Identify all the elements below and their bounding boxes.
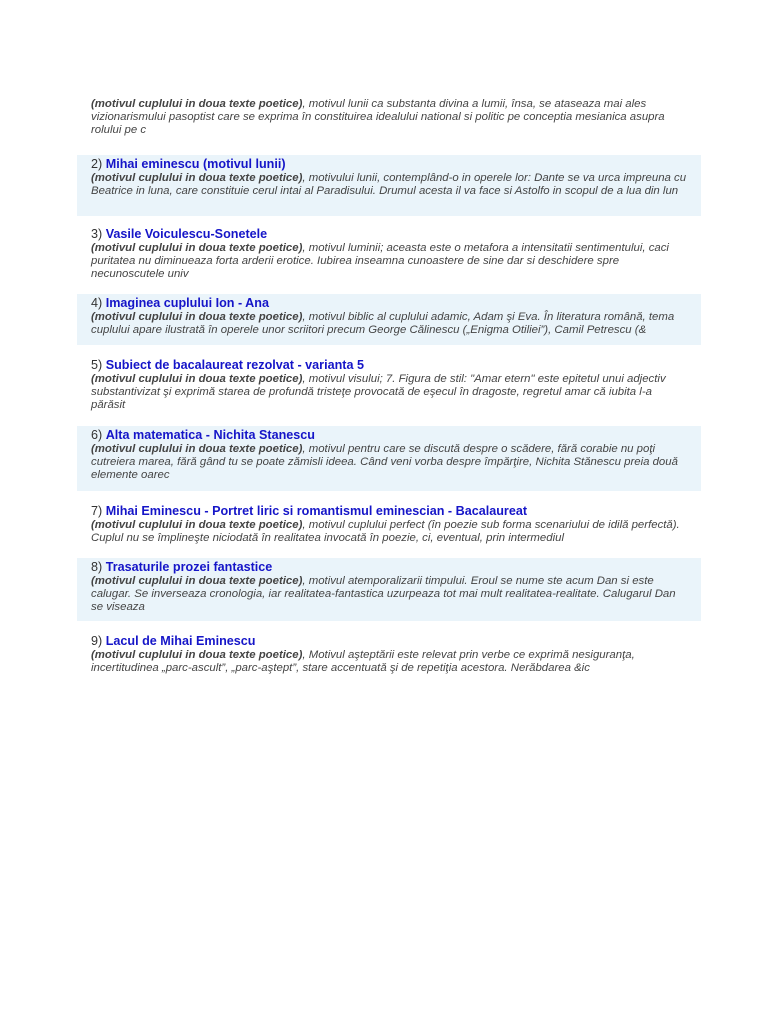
result-title-link[interactable]: Mihai Eminescu - Portret liric si romantismul eminescian - Bacalaureat: [105, 504, 528, 518]
result-keyword: (motivul cuplului in doua texte poetice): [91, 575, 303, 587]
search-result-2: [77, 155, 701, 216]
result-heading: [91, 560, 687, 575]
result-snippet: [91, 311, 687, 337]
result-title-link[interactable]: Trasaturile prozei fantastice: [105, 560, 273, 574]
result-snippet: [91, 443, 687, 481]
result-heading: [91, 157, 687, 172]
result-snippet: [91, 98, 687, 136]
result-heading: [91, 504, 687, 519]
result-title-link[interactable]: Imaginea cuplului Ion - Ana: [105, 296, 269, 310]
result-snippet-text: , motivul pentru care se discută despre o scădere, fără corabie nu poţi cutreiera marea, fără gând tu se poate zămisli ideea. Când veni vorba despre împărţire, Nichita Stănescu preia două elemente oarec: [91, 443, 678, 481]
result-number: 9): [91, 634, 103, 648]
result-snippet-text: , motivul luminii; aceasta este o metafora a intensitatii sentimentului, caci puritatea nu diminueaza forta arderii erotice. Iubirea inseamna cunoastere de sine dar si deschidere spre necunoscutele univ: [91, 242, 669, 280]
search-result-3: [77, 225, 701, 281]
result-snippet: [91, 242, 687, 280]
result-heading: [91, 296, 687, 311]
search-result-6: [77, 426, 701, 491]
result-title-link[interactable]: Alta matematica - Nichita Stanescu: [105, 428, 315, 442]
result-keyword: (motivul cuplului in doua texte poetice): [91, 649, 303, 661]
result-snippet-text: , motivului lunii, contemplând-o in operele lor: Dante se va urca impreuna cu Beatrice in luna, care constituie cerul intai al Paradisului. Drumul acesta il va face si Astolfo in scopul de a lua din lun: [91, 172, 687, 197]
search-result-4: [77, 294, 701, 345]
result-heading: [91, 634, 687, 649]
result-keyword: (motivul cuplului in doua texte poetice): [91, 519, 303, 531]
result-keyword: (motivul cuplului in doua texte poetice): [91, 242, 303, 254]
result-keyword: (motivul cuplului in doua texte poetice): [91, 373, 303, 385]
result-number: 7): [91, 504, 103, 518]
result-snippet-text: , motivul visului; 7. Figura de stil: "Amar etern" este epitetul unui adjectiv substantivizat şi exprimă starea de profundă tristeţe provocată de eşecul în dragoste, regretul amar că iubita l-a părăsit: [91, 373, 666, 411]
result-heading: [91, 428, 687, 443]
search-result-1: [77, 95, 701, 141]
search-result-7: [77, 502, 701, 547]
result-keyword: (motivul cuplului in doua texte poetice): [91, 172, 303, 184]
result-snippet-text: , motivul biblic al cuplului adamic, Adam şi Eva. În literatura română, tema cuplului apare ilustrată în operele unor scriitori precum George Călinescu („Enigma Otiliei”), Camil Petrescu (&: [91, 311, 675, 336]
result-snippet: [91, 649, 687, 675]
result-keyword: (motivul cuplului in doua texte poetice): [91, 443, 303, 455]
result-number: 4): [91, 296, 103, 310]
result-snippet: [91, 519, 687, 545]
search-result-9: [77, 632, 701, 678]
search-results-list: [77, 95, 701, 678]
result-title-link[interactable]: Vasile Voiculescu-Sonetele: [105, 227, 268, 241]
result-number: 3): [91, 227, 103, 241]
result-snippet-text: , motivul cuplului perfect (în poezie sub forma scenariului de idilă perfectă). Cuplul nu se împlineşte niciodată în realitatea invocată în poezie, ci, eventual, prin intermediul: [91, 519, 680, 544]
search-result-5: [77, 356, 701, 413]
result-number: 5): [91, 358, 103, 372]
result-snippet-text: , Motivul aşteptării este relevat prin verbe ce exprimă nesiguranţa, incertitudinea „parc-ascult”, „parc-aştept”, stare accentuată şi de repetiţia acestora. Nerăbdarea &ic: [91, 649, 635, 674]
result-number: 6): [91, 428, 103, 442]
result-snippet: [91, 172, 687, 198]
result-title-link[interactable]: Mihai eminescu (motivul lunii): [105, 157, 286, 171]
result-snippet: [91, 575, 687, 613]
result-number: 2): [91, 157, 103, 171]
result-number: 8): [91, 560, 103, 574]
result-title-link[interactable]: Subiect de bacalaureat rezolvat - varianta 5: [105, 358, 364, 372]
result-heading: [91, 358, 687, 373]
result-keyword: (motivul cuplului in doua texte poetice): [91, 98, 303, 110]
result-snippet-text: , motivul atemporalizarii timpului. Eroul se nume ste acum Dan si este calugar. Se inverseaza cronologia, iar realitatea-fantastica uzurpeaza tot mai mult realitatea-realitate. Calugarul Dan se viseaza: [91, 575, 676, 613]
result-heading: [91, 227, 687, 242]
search-result-8: [77, 558, 701, 621]
result-snippet: [91, 373, 687, 411]
result-title-link[interactable]: Lacul de Mihai Eminescu: [105, 634, 256, 648]
result-keyword: (motivul cuplului in doua texte poetice): [91, 311, 303, 323]
result-snippet-text: , motivul lunii ca substanta divina a lumii, însa, se ataseaza mai ales vizionarismului pasoptist care se exprima în constituirea idealului national si politic pe conceptia mesianica asupra rolului pe c: [91, 98, 665, 136]
